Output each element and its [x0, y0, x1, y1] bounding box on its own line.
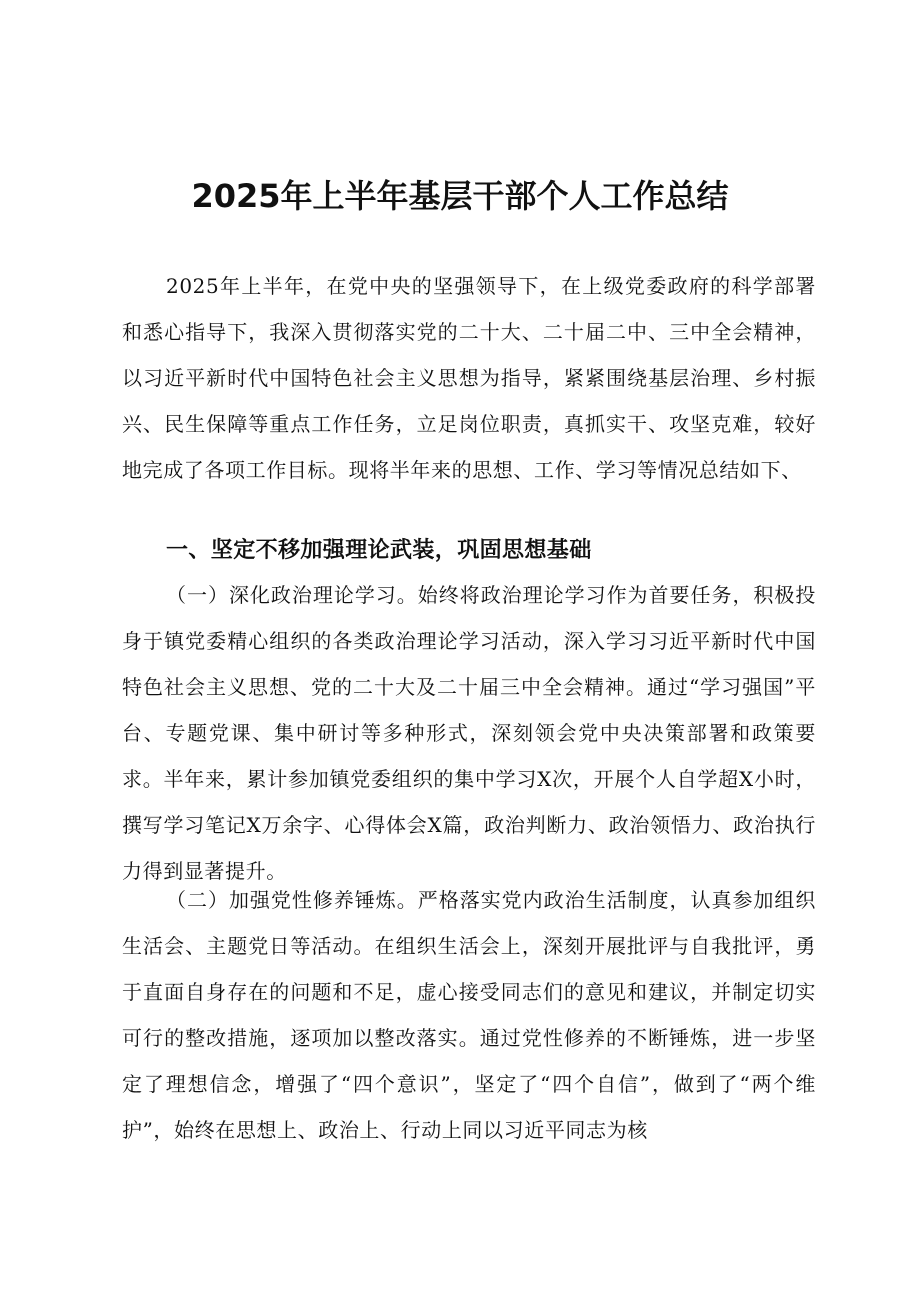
section-heading: 一、坚定不移加强理论武装，巩固思想基础 [166, 538, 592, 563]
subsection-paragraph-1: （一）深化政治理论学习。始终将政治理论学习作为首要任务，积极投身于镇党委精心组织的各类政治理论学习活动，深入学习习近平新时代中国特色社会主义思想、党的二十大及二十届三中全会精神。通过“学习强国”平台、专题党课、集中研讨等多种形式，深刻领会党中央决策部署和政策要求。半年来，累计参加镇党委组织的集中学习X次，开展个人自学超X小时，撰写学习笔记X万余字、心得体会X篇，政治判断力、政治领悟力、政治执行力得到显著提升。 [122, 583, 816, 883]
subsection-paragraph-2: （二）加强党性修养锤炼。严格落实党内政治生活制度，认真参加组织生活会、主题党日等活动。在组织生活会上，深刻开展批评与自我批评，勇于直面自身存在的问题和不足，虚心接受同志们的意见和建议，并制定切实可行的整改措施，逐项加以整改落实。通过党性修养的不断锤炼，进一步坚定了理想信念，增强了“四个意识”，坚定了“四个自信”，做到了“两个维护”，始终在思想上、政治上、行动上同以习近平同志为核 [122, 888, 816, 1142]
document-title: 2025年上半年基层干部个人工作总结 [191, 177, 729, 215]
intro-paragraph: 2025年上半年，在党中央的坚强领导下，在上级党委政府的科学部署和悉心指导下，我深入贯彻落实党的二十大、二十届二中、三中全会精神，以习近平新时代中国特色社会主义思想为指导，紧紧围绕基层治理、乡村振兴、民生保障等重点工作任务，立足岗位职责，真抓实干、攻坚克难，较好地完成了各项工作目标。现将半年来的思想、工作、学习等情况总结如下、 [122, 274, 816, 482]
